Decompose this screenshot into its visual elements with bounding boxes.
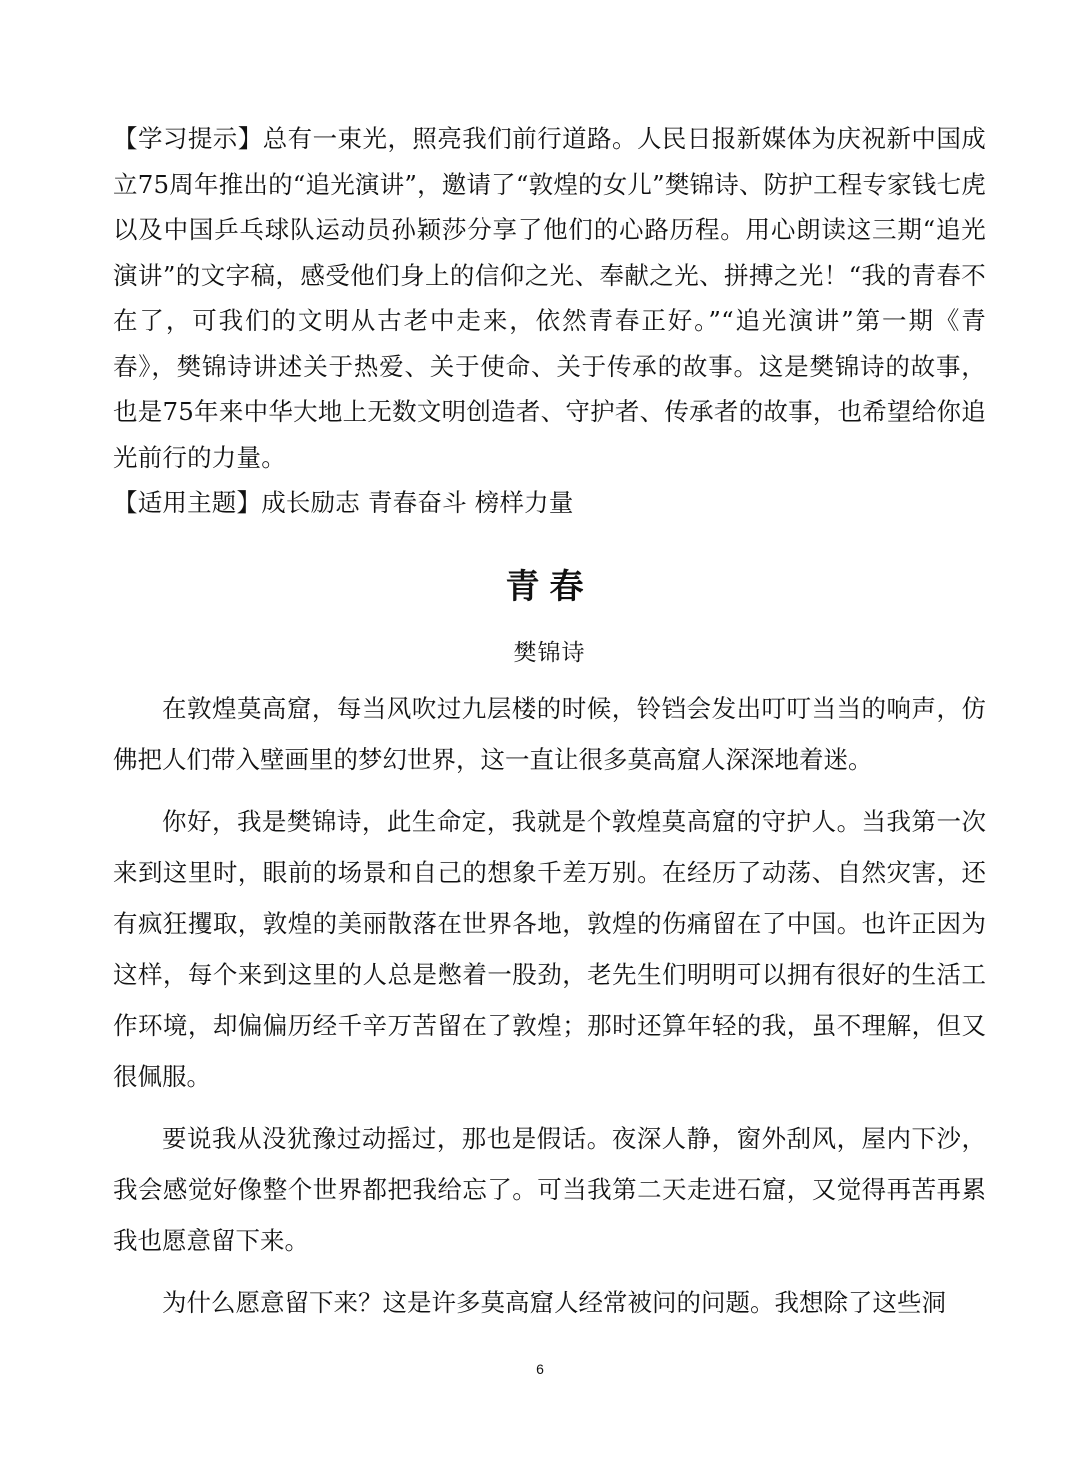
article-author: 樊锦诗 [513,639,586,666]
body-paragraph: 在敦煌莫高窟，每当风吹过九层楼的时候，铃铛会发出叮叮当当的响声，仿佛把人们带入壁画里的梦幻世界，这一直让很多莫高窟人深深地着迷。 [113,693,986,774]
study-tip-paragraph: 【学习提示】总有一束光，照亮我们前行道路。人民日报新媒体为庆祝新中国成立75周年推出的“追光演讲”，邀请了“敦煌的女儿”樊锦诗、防护工程专家钱七虎以及中国乒乓球队运动员孙颖莎分享了他们的心路历程。用心朗读这三期“追光演讲”的文字稿，感受他们身上的信仰之光、奉献之光、拼搏之光！“我的青春不在了，可我们的文明从古老中走来，依然青春正好。”“追光演讲”第一期《青春》，樊锦诗讲述关于热爱、关于使命、关于传承的故事。这是樊锦诗的故事，也是75年来中华大地上无数文明创造者、守护者、传承者的故事，也希望给你追光前行的力量。 [113,124,986,472]
body-paragraph: 为什么愿意留下来？这是许多莫高窟人经常被问的问题。我想除了这些洞 [162,1287,946,1317]
page-number: 6 [536,1361,544,1377]
article-title: 青春 [505,566,594,607]
body-paragraph: 要说我从没犹豫过动摇过，那也是假话。夜深人静，窗外刮风，屋内下沙，我会感觉好像整个世界都把我给忘了。可当我第二天走进石窟，又觉得再苦再累我也愿意留下来。 [113,1123,986,1255]
body-paragraph: 你好，我是樊锦诗，此生命定，我就是个敦煌莫高窟的守护人。当我第一次来到这里时，眼前的场景和自己的想象千差万别。在经历了动荡、自然灾害，还有疯狂攫取，敦煌的美丽散落在世界各地，敦煌的伤痛留在了中国。也许正因为这样，每个来到这里的人总是憋着一股劲，老先生们明明可以拥有很好的生活工作环境，却偏偏历经千辛万苦留在了敦煌；那时还算年轻的我，虽不理解，但又很佩服。 [113,806,986,1091]
intro-section [113,116,986,526]
article-body [113,683,986,1328]
page-content [113,116,986,1328]
themes-paragraph: 【适用主题】成长励志 青春奋斗 榜样力量 [113,488,574,517]
